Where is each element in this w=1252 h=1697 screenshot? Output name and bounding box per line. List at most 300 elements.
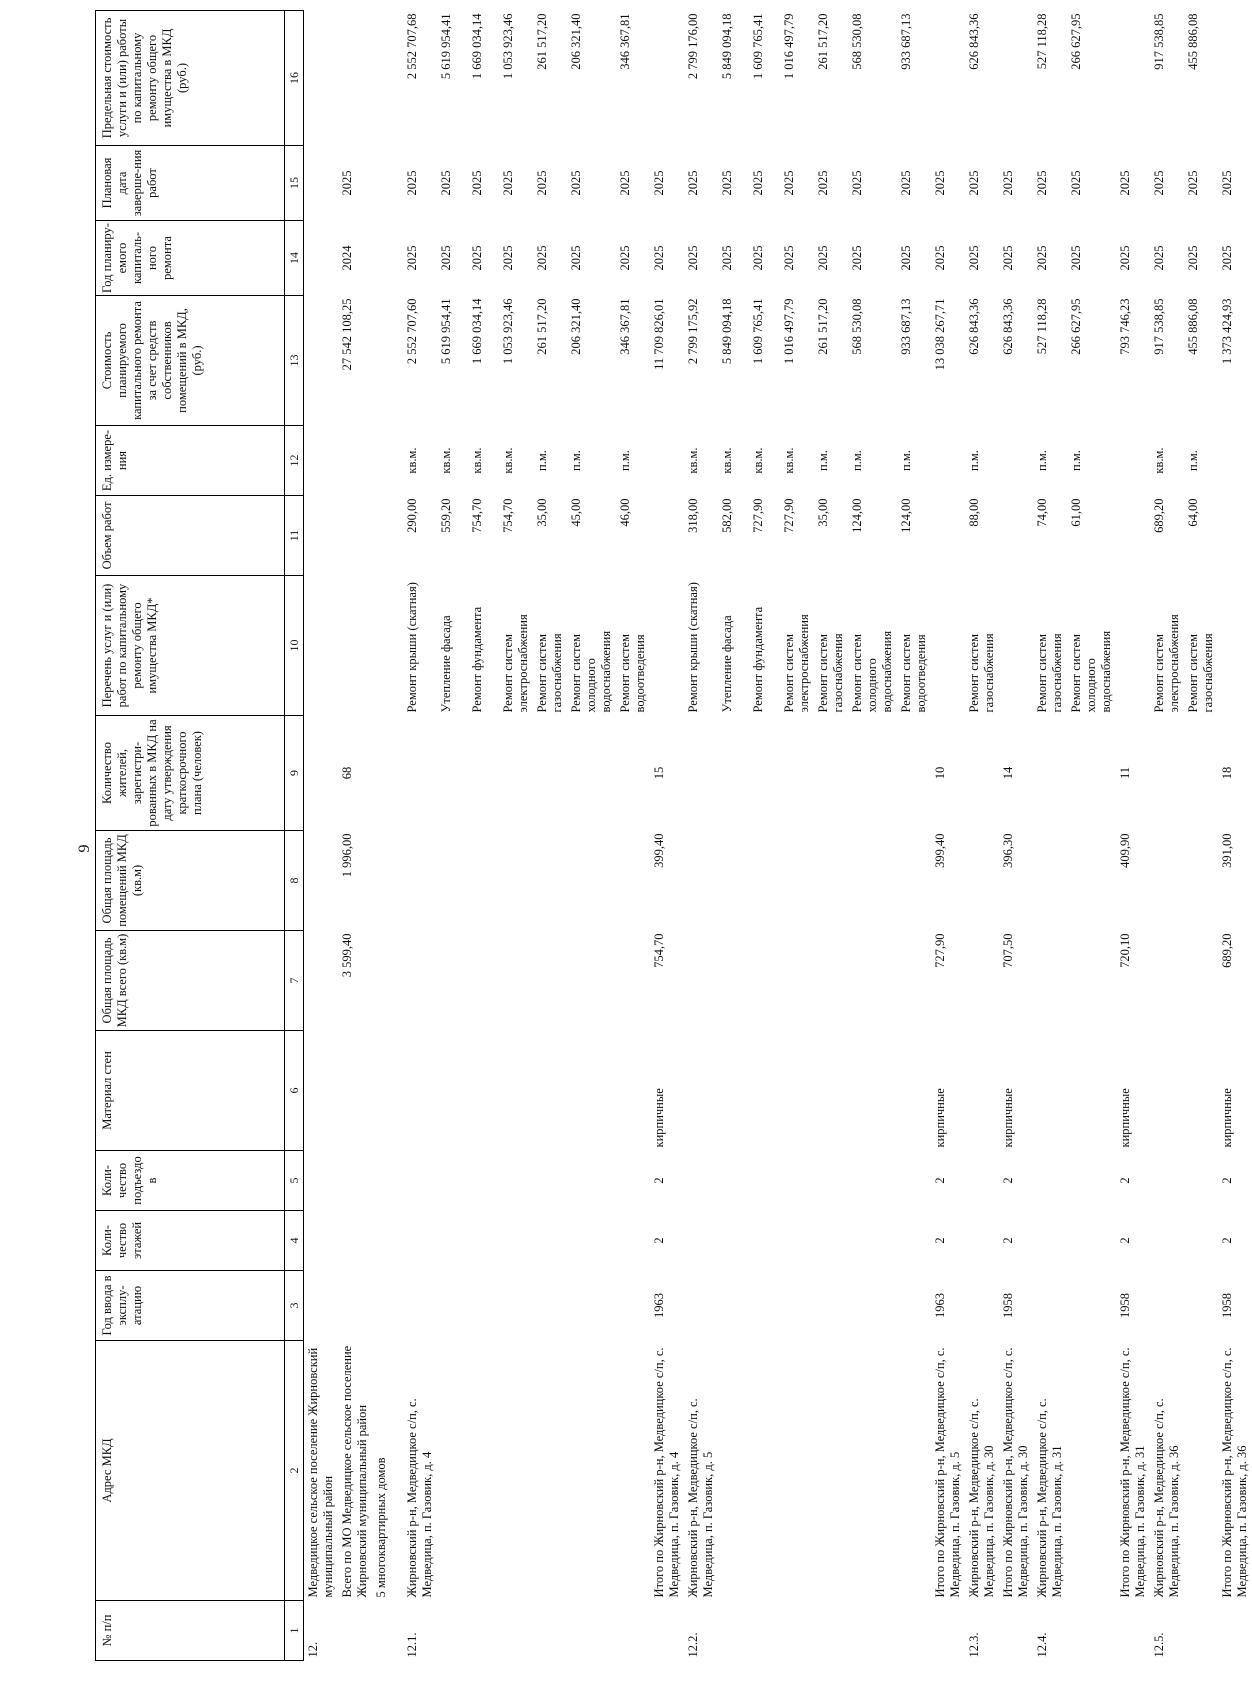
- table-cell: [1150, 831, 1184, 931]
- column-header: Объем работ: [96, 496, 285, 576]
- table-cell: [897, 1271, 931, 1341]
- table-cell: 2025: [569, 170, 583, 196]
- table-cell: [403, 831, 437, 931]
- table-cell: [616, 1151, 650, 1211]
- table-cell: [965, 1151, 999, 1211]
- table-cell: 2025: [501, 245, 515, 271]
- table-cell: 2025: [751, 245, 765, 271]
- table-cell: 2: [933, 1177, 947, 1184]
- table-cell: [372, 11, 403, 146]
- table-cell: 727,90: [782, 498, 796, 533]
- table-cell: 689,20: [1220, 933, 1234, 968]
- table-cell: Ремонт систем газоснабжения: [1186, 633, 1215, 713]
- table-cell: [338, 1271, 372, 1341]
- column-number: 11: [285, 496, 304, 576]
- table-cell: 2025: [652, 170, 666, 196]
- column-number: 9: [285, 716, 304, 831]
- table-cell: [304, 1211, 339, 1271]
- table-cell: [999, 426, 1033, 496]
- table-row: [533, 11, 567, 1661]
- table-cell: [567, 1031, 616, 1151]
- table-cell: кв.м.: [439, 447, 453, 474]
- table-cell: 318,00: [686, 498, 700, 533]
- table-row: [780, 11, 814, 1661]
- column-number-row: [285, 11, 304, 1661]
- table-cell: [338, 426, 372, 496]
- column-number: 6: [285, 1031, 304, 1151]
- table-cell: кирпичные: [1118, 1088, 1132, 1148]
- table-cell: [1067, 831, 1116, 931]
- table-cell: 2025: [967, 170, 981, 196]
- table-cell: [304, 496, 339, 576]
- table-cell: [468, 831, 499, 931]
- table-cell: п.м.: [618, 450, 632, 471]
- table-cell: 2025: [782, 245, 796, 271]
- table-cell: п.м.: [816, 450, 830, 471]
- table-cell: 206 321,40: [569, 298, 583, 355]
- table-cell: [403, 716, 437, 831]
- table-cell: [533, 1271, 567, 1341]
- table-cell: [567, 1601, 616, 1661]
- table-cell: Ремонт систем водоотведения: [618, 634, 647, 713]
- table-cell: [1218, 426, 1252, 496]
- column-number: 15: [285, 146, 304, 221]
- table-cell: [1116, 426, 1150, 496]
- table-cell: [1184, 1271, 1218, 1341]
- table-cell: [1150, 1031, 1184, 1151]
- table-cell: 5 619 954,41: [439, 13, 453, 80]
- table-cell: Итого по Жирновский р-н, Медведицкое с/п, с. Медведица, п. Газовик, д. 36: [1220, 1347, 1249, 1598]
- table-cell: [1150, 1271, 1184, 1341]
- column-header: Коли-чество этажей: [96, 1211, 285, 1271]
- table-cell: [897, 1601, 931, 1661]
- table-cell: 2025: [899, 170, 913, 196]
- table-cell: 261 517,20: [816, 298, 830, 355]
- table-cell: [965, 831, 999, 931]
- table-cell: 12.1.: [405, 1632, 419, 1658]
- table-cell: [931, 576, 965, 716]
- table-cell: [749, 1031, 780, 1151]
- table-cell: Ремонт фундамента: [751, 606, 765, 713]
- table-cell: [965, 931, 999, 1031]
- table-cell: 933 687,13: [899, 13, 913, 70]
- table-cell: [372, 1151, 403, 1211]
- table-cell: 2025: [967, 245, 981, 271]
- table-cell: [437, 1031, 468, 1151]
- table-cell: 2025: [439, 170, 453, 196]
- table-cell: [372, 576, 403, 716]
- table-cell: [684, 716, 718, 831]
- table-cell: [403, 1151, 437, 1211]
- table-cell: 2025: [933, 245, 947, 271]
- table-cell: 2: [933, 1237, 947, 1244]
- table-cell: 1 669 034,14: [470, 298, 484, 365]
- table-cell: 5 многоквартирных домов: [374, 1457, 388, 1598]
- table-cell: [814, 1031, 848, 1151]
- table-row: [1067, 11, 1116, 1661]
- table-cell: Всего по МО Медведицкое сельское поселение Жирновский муниципальный район: [340, 1345, 369, 1598]
- table-cell: 27 542 108,25: [340, 298, 354, 371]
- table-cell: [403, 1271, 437, 1341]
- table-cell: [749, 931, 780, 1031]
- table-cell: 2025: [816, 170, 830, 196]
- table-cell: [1033, 1211, 1067, 1271]
- table-cell: Жирновский р-н, Медведицкое с/п, с. Медведица, п. Газовик, д. 31: [1035, 1398, 1064, 1598]
- table-cell: 64,00: [1186, 498, 1200, 527]
- table-cell: 754,70: [470, 498, 484, 533]
- table-cell: Ремонт систем водоотведения: [899, 634, 928, 713]
- table-cell: Итого по Жирновский р-н, Медведицкое с/п, с. Медведица, п. Газовик, д. 31: [1118, 1347, 1147, 1598]
- column-header: Ед. измере-ния: [96, 426, 285, 496]
- table-cell: п.м.: [1035, 450, 1049, 471]
- table-cell: кирпичные: [1220, 1088, 1234, 1148]
- table-cell: [1067, 1271, 1116, 1341]
- table-cell: 1 016 497,79: [782, 298, 796, 365]
- table-row: [338, 11, 372, 1661]
- table-cell: [1116, 496, 1150, 576]
- table-cell: Ремонт систем электроснабжения: [1152, 614, 1181, 713]
- table-cell: [749, 716, 780, 831]
- table-cell: [372, 831, 403, 931]
- table-cell: [567, 716, 616, 831]
- table-cell: 2025: [1152, 170, 1166, 196]
- table-cell: кирпичные: [1001, 1088, 1015, 1148]
- table-cell: 2: [1118, 1237, 1132, 1244]
- table-cell: [684, 1211, 718, 1271]
- table-cell: 18: [1220, 766, 1234, 780]
- table-cell: [533, 1151, 567, 1211]
- table-cell: 2025: [618, 245, 632, 271]
- table-cell: 626 843,36: [967, 13, 981, 70]
- column-header: № п/п: [96, 1601, 285, 1661]
- table-cell: [1033, 1031, 1067, 1151]
- table-cell: 1 053 923,46: [501, 13, 515, 80]
- table-cell: 124,00: [899, 498, 913, 533]
- table-cell: 290,00: [405, 498, 419, 533]
- table-row: [499, 11, 533, 1661]
- table-cell: [897, 1211, 931, 1271]
- table-cell: 124,00: [850, 498, 864, 533]
- table-cell: Итого по Жирновский р-н, Медведицкое с/п, с. Медведица, п. Газовик, д. 5: [933, 1347, 962, 1598]
- table-cell: 1963: [933, 1293, 947, 1318]
- table-cell: Утепление фасада: [720, 615, 734, 713]
- table-cell: [999, 1601, 1033, 1661]
- table-cell: Ремонт систем газоснабжения: [816, 633, 845, 713]
- table-row: [304, 11, 339, 1661]
- table-cell: [780, 1271, 814, 1341]
- table-cell: [616, 716, 650, 831]
- table-row: [684, 11, 718, 1661]
- table-cell: 455 886,08: [1186, 13, 1200, 70]
- table-cell: [533, 1601, 567, 1661]
- table-cell: 626 843,36: [1001, 298, 1015, 355]
- table-cell: [1218, 11, 1252, 146]
- table-cell: 2025: [720, 170, 734, 196]
- table-cell: [616, 1211, 650, 1271]
- table-cell: [616, 1271, 650, 1341]
- table-row: [965, 11, 999, 1661]
- table-cell: 45,00: [569, 498, 583, 527]
- table-cell: [897, 931, 931, 1031]
- column-number: 2: [285, 1341, 304, 1601]
- page-number: 9: [76, 844, 93, 853]
- table-cell: Ремонт систем газоснабжения: [967, 633, 996, 713]
- table-cell: [616, 1031, 650, 1151]
- table-cell: [1067, 1151, 1116, 1211]
- table-cell: 2025: [899, 245, 913, 271]
- table-cell: [1150, 1151, 1184, 1211]
- table-cell: 1 609 765,41: [751, 298, 765, 365]
- table-cell: 2025: [1118, 170, 1132, 196]
- table-cell: 2: [1118, 1177, 1132, 1184]
- table-cell: 5 849 094,18: [720, 13, 734, 80]
- table-cell: 61,00: [1069, 498, 1083, 527]
- table-cell: 2025: [405, 245, 419, 271]
- table-cell: [965, 1031, 999, 1151]
- table-cell: [848, 1271, 897, 1341]
- table-cell: [999, 496, 1033, 576]
- table-cell: 2025: [569, 245, 583, 271]
- table-cell: [718, 931, 749, 1031]
- table-cell: [848, 931, 897, 1031]
- table-row: [1116, 11, 1150, 1661]
- table-cell: [650, 11, 684, 146]
- table-cell: [848, 716, 897, 831]
- table-cell: [372, 146, 403, 221]
- column-number: 5: [285, 1151, 304, 1211]
- table-cell: [1033, 1151, 1067, 1211]
- table-cell: [931, 1601, 965, 1661]
- table-cell: [403, 1211, 437, 1271]
- table-cell: 2025: [850, 245, 864, 271]
- table-cell: 2025: [1069, 245, 1083, 271]
- column-header: Стоимость планируемого капитального ремонта за счет средств собственников помещений в МКД, (руб.): [96, 296, 285, 426]
- table-cell: 346 367,81: [618, 298, 632, 355]
- table-cell: 527 118,28: [1035, 13, 1049, 70]
- column-number: 4: [285, 1211, 304, 1271]
- table-cell: [780, 1601, 814, 1661]
- table-cell: 261 517,20: [535, 13, 549, 70]
- table-cell: 1 373 424,93: [1220, 298, 1234, 365]
- table-cell: [338, 496, 372, 576]
- table-cell: 346 367,81: [618, 13, 632, 70]
- table-cell: 568 530,08: [850, 298, 864, 355]
- table-cell: [616, 1341, 650, 1601]
- table-cell: п.м.: [1069, 450, 1083, 471]
- table-cell: Ремонт систем газоснабжения: [1035, 633, 1064, 713]
- table-cell: [780, 1341, 814, 1601]
- table-cell: 2 552 707,68: [405, 13, 419, 80]
- table-cell: [437, 931, 468, 1031]
- table-cell: 12.5.: [1152, 1632, 1166, 1658]
- table-cell: 2025: [405, 170, 419, 196]
- table-cell: [650, 496, 684, 576]
- table-row: [814, 11, 848, 1661]
- table-cell: [1067, 931, 1116, 1031]
- table-cell: кв.м.: [782, 447, 796, 474]
- table-cell: [749, 1271, 780, 1341]
- table-cell: [372, 1271, 403, 1341]
- table-cell: 88,00: [967, 498, 981, 527]
- table-cell: 2025: [751, 170, 765, 196]
- table-cell: [533, 1341, 567, 1601]
- table-cell: 2: [652, 1237, 666, 1244]
- table-row: [1033, 11, 1067, 1661]
- column-number: 1: [285, 1601, 304, 1661]
- table-cell: [372, 1211, 403, 1271]
- table-cell: 2025: [1035, 170, 1049, 196]
- table-cell: 12.: [306, 1641, 320, 1658]
- column-number: 3: [285, 1271, 304, 1341]
- table-cell: [533, 831, 567, 931]
- table-cell: 2: [652, 1177, 666, 1184]
- table-cell: 1 996,00: [340, 833, 354, 878]
- table-cell: [780, 1031, 814, 1151]
- table-row: [999, 11, 1033, 1661]
- table-cell: [567, 1271, 616, 1341]
- table-cell: [1067, 716, 1116, 831]
- table-cell: 2025: [1186, 245, 1200, 271]
- table-cell: [533, 716, 567, 831]
- table-cell: [533, 931, 567, 1031]
- table-cell: [338, 11, 372, 146]
- table-row: [848, 11, 897, 1661]
- table-cell: [437, 1341, 468, 1601]
- table-cell: [372, 716, 403, 831]
- table-cell: 261 517,20: [816, 13, 830, 70]
- table-cell: 689,20: [1152, 498, 1166, 533]
- table-cell: 12.4.: [1035, 1632, 1049, 1658]
- table-cell: Итого по Жирновский р-н, Медведицкое с/п, с. Медведица, п. Газовик, д. 30: [1001, 1347, 1030, 1598]
- column-header: Коли-чество подъездо в: [96, 1151, 285, 1211]
- table-cell: п.м.: [569, 450, 583, 471]
- table-cell: 261 517,20: [535, 298, 549, 355]
- table-cell: [931, 11, 965, 146]
- table-cell: Утепление фасада: [439, 615, 453, 713]
- table-cell: [1033, 716, 1067, 831]
- table-cell: [780, 1151, 814, 1211]
- table-cell: 2025: [439, 245, 453, 271]
- table-cell: [1116, 576, 1150, 716]
- table-cell: [437, 1271, 468, 1341]
- table-cell: [533, 1211, 567, 1271]
- table-cell: [437, 1151, 468, 1211]
- table-cell: [437, 716, 468, 831]
- table-cell: [780, 1211, 814, 1271]
- table-cell: 11: [1118, 766, 1132, 780]
- table-cell: [780, 716, 814, 831]
- table-cell: 2025: [652, 245, 666, 271]
- table-cell: 917 538,85: [1152, 13, 1166, 70]
- table-cell: [499, 831, 533, 931]
- table-cell: 727,90: [751, 498, 765, 533]
- table-cell: 754,70: [501, 498, 515, 533]
- column-header: Плановая дата заверше-ния работ: [96, 146, 285, 221]
- table-cell: [403, 1031, 437, 1151]
- table-cell: 15: [652, 766, 666, 780]
- table-cell: кв.м.: [751, 447, 765, 474]
- table-cell: [616, 831, 650, 931]
- table-cell: Жирновский р-н, Медведицкое с/п, с. Медведица, п. Газовик, д. 4: [405, 1398, 434, 1598]
- table-cell: [965, 716, 999, 831]
- table-cell: [749, 1151, 780, 1211]
- table-cell: [1150, 1211, 1184, 1271]
- table-cell: 2: [1001, 1177, 1015, 1184]
- table-cell: [499, 1211, 533, 1271]
- table-cell: [718, 1601, 749, 1661]
- table-cell: 793 746,23: [1118, 298, 1132, 355]
- table-cell: 396,30: [1001, 833, 1015, 868]
- table-cell: [499, 716, 533, 831]
- table-cell: [780, 931, 814, 1031]
- table-cell: [650, 576, 684, 716]
- table-cell: [999, 11, 1033, 146]
- table-cell: [567, 1211, 616, 1271]
- table-row: [567, 11, 616, 1661]
- table-row: [437, 11, 468, 1661]
- table-cell: [897, 1151, 931, 1211]
- table-cell: [304, 11, 339, 146]
- table-cell: [1218, 1601, 1252, 1661]
- table-cell: [372, 931, 403, 1031]
- table-cell: 1958: [1220, 1293, 1234, 1318]
- table-cell: [1184, 1601, 1218, 1661]
- table-cell: Ремонт систем холодного водоснабжения: [1069, 630, 1113, 713]
- table-cell: [1116, 11, 1150, 146]
- table-cell: Жирновский р-н, Медведицкое с/п, с. Медведица, п. Газовик, д. 5: [686, 1398, 715, 1598]
- table-cell: [684, 1151, 718, 1211]
- table-row: [749, 11, 780, 1661]
- table-cell: [965, 1211, 999, 1271]
- table-cell: кв.м.: [405, 447, 419, 474]
- table-cell: 2025: [535, 170, 549, 196]
- table-cell: [304, 831, 339, 931]
- column-header: Перечень услуг и (или) работ по капитальному ремонту общего имущества МКД*: [96, 576, 285, 716]
- column-number: 10: [285, 576, 304, 716]
- table-cell: 1958: [1118, 1293, 1132, 1318]
- table-cell: 559,20: [439, 498, 453, 533]
- table-cell: 727,90: [933, 933, 947, 968]
- table-cell: [848, 1211, 897, 1271]
- table-cell: 35,00: [816, 498, 830, 527]
- table-cell: [567, 831, 616, 931]
- table-cell: [749, 1601, 780, 1661]
- table-cell: [684, 931, 718, 1031]
- table-cell: [1184, 716, 1218, 831]
- table-cell: кирпичные: [652, 1088, 666, 1148]
- table-cell: [372, 426, 403, 496]
- table-cell: 2025: [686, 245, 700, 271]
- table-cell: [718, 716, 749, 831]
- table-cell: [437, 1211, 468, 1271]
- table-cell: Медведицкое сельское поселение Жирновский муниципальный район: [306, 1347, 335, 1598]
- table-cell: [1184, 1341, 1218, 1601]
- table-cell: [684, 831, 718, 931]
- table-cell: 46,00: [618, 498, 632, 527]
- table-cell: [1150, 931, 1184, 1031]
- column-header: Общая площадь МКД всего (кв.м): [96, 931, 285, 1031]
- table-cell: 35,00: [535, 498, 549, 527]
- table-cell: [304, 146, 339, 221]
- table-body: [304, 11, 1252, 1661]
- table-cell: [304, 576, 339, 716]
- table-cell: [468, 1601, 499, 1661]
- capital-repair-table: [95, 10, 1252, 1661]
- table-cell: [499, 1031, 533, 1151]
- table-cell: Жирновский р-н, Медведицкое с/п, с. Медведица, п. Газовик, д. 36: [1152, 1398, 1181, 1598]
- table-cell: п.м.: [967, 450, 981, 471]
- table-cell: 2025: [1118, 245, 1132, 271]
